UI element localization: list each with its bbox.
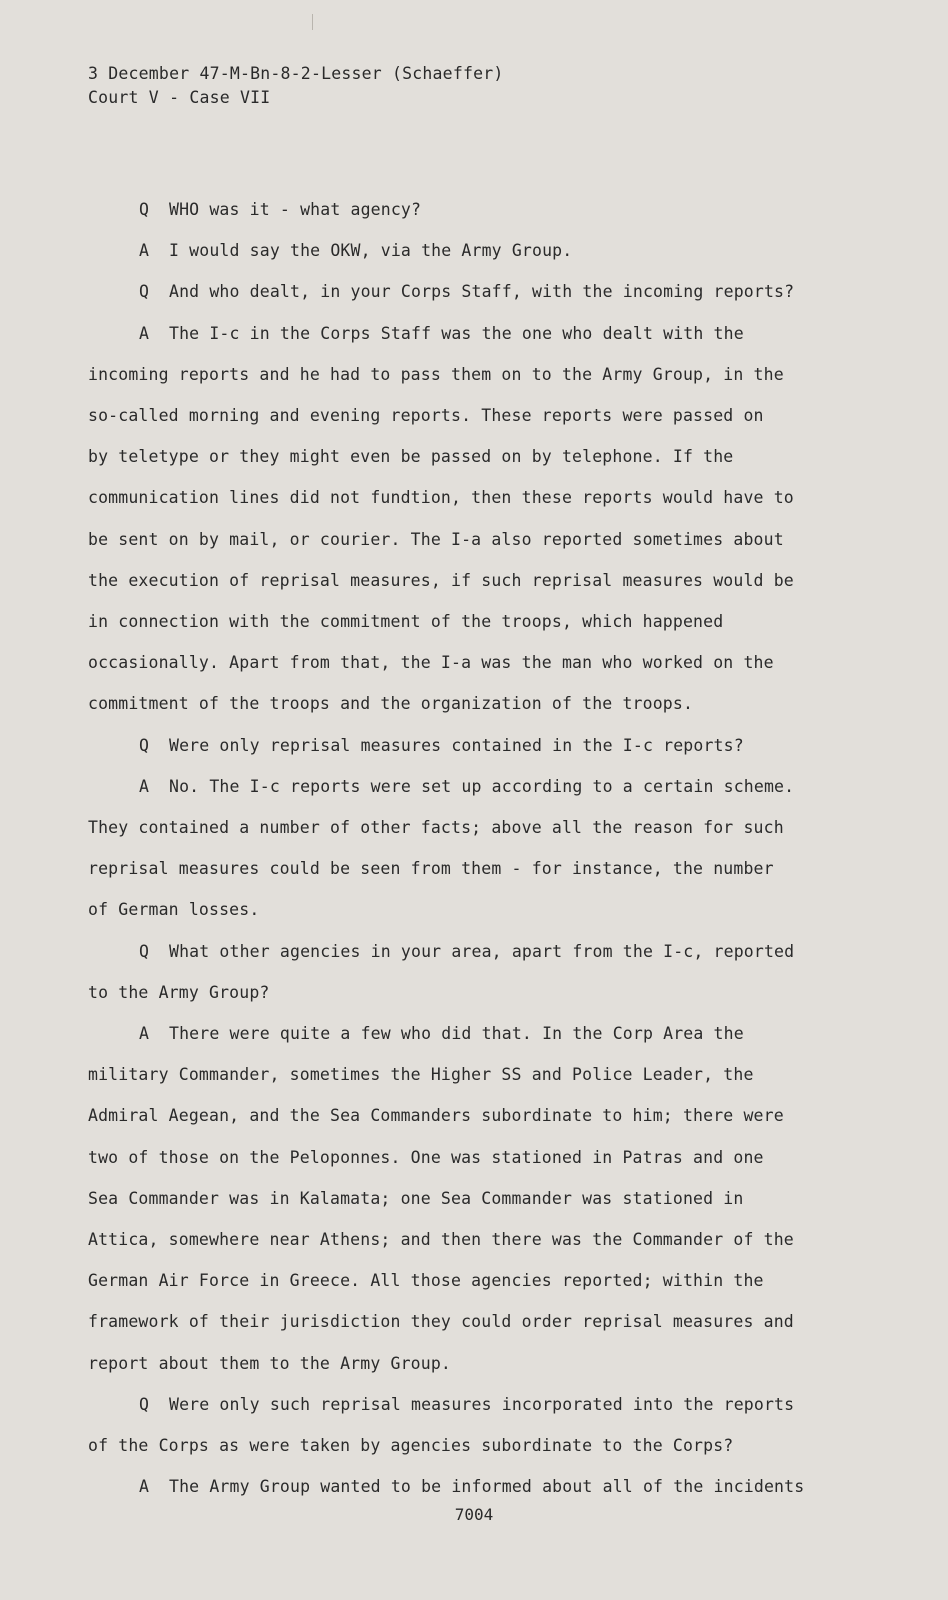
line-text: in connection with the commitment of the troops, which happened: [88, 612, 724, 632]
line-text: The I-c in the Corps Staff was the one who dealt with the: [169, 323, 744, 343]
line-text: by teletype or they might even be passed on by telephone. If the: [88, 447, 734, 467]
line-text: report about them to the Army Group.: [88, 1353, 452, 1373]
qa-paragraph: [88, 766, 828, 931]
transcript-line: [88, 1384, 828, 1425]
line-text: the execution of reprisal measures, if such reprisal measures would be: [88, 570, 794, 590]
speaker-label: A: [139, 776, 150, 796]
transcript-line: [88, 1301, 828, 1342]
transcript-line: [88, 1095, 828, 1136]
page-number: 7004: [454, 1505, 494, 1524]
qa-paragraph: [88, 189, 828, 230]
transcript-line: [88, 1178, 828, 1219]
transcript-line: [88, 271, 828, 312]
transcript-line: [88, 931, 828, 972]
transcript-line: [88, 395, 828, 436]
transcript-line: [88, 766, 828, 807]
transcript-line: [88, 807, 828, 848]
line-text: so-called morning and evening reports. These reports were passed on: [88, 406, 764, 426]
transcript-line: [88, 313, 828, 354]
line-text: communication lines did not fundtion, then these reports would have to: [88, 488, 794, 508]
transcript-line: [88, 1054, 828, 1095]
transcript-line: [88, 683, 828, 724]
line-text: incoming reports and he had to pass them on to the Army Group, in the: [88, 364, 784, 384]
line-text: The Army Group wanted to be informed about all of the incidents: [169, 1477, 805, 1497]
transcript-line: [88, 519, 828, 560]
line-text: of the Corps as were taken by agencies subordinate to the Corps?: [88, 1436, 734, 1456]
line-text: What other agencies in your area, apart from the I-c, reported: [169, 941, 795, 961]
line-text: And who dealt, in your Corps Staff, with the incoming reports?: [169, 282, 795, 302]
transcript-line: [88, 1466, 828, 1507]
transcript-line: [88, 354, 828, 395]
speaker-label: Q: [139, 282, 150, 302]
qa-paragraph: [88, 931, 828, 1013]
transcript-line: [88, 1013, 828, 1054]
transcript-line: [88, 1137, 828, 1178]
qa-paragraph: [88, 1384, 828, 1466]
line-text: They contained a number of other facts; above all the reason for such: [88, 818, 784, 838]
transcript-line: [88, 1343, 828, 1384]
line-text: No. The I-c reports were set up according to a certain scheme.: [169, 776, 795, 796]
line-text: reprisal measures could be seen from them - for instance, the number: [88, 859, 774, 879]
transcript-line: [88, 189, 828, 230]
speaker-label: A: [139, 241, 150, 261]
qa-paragraph: [88, 230, 828, 271]
qa-paragraph: [88, 313, 828, 725]
transcript-line: [88, 725, 828, 766]
qa-paragraph: [88, 1013, 828, 1384]
line-text: commitment of the troops and the organization of the troops.: [88, 694, 694, 714]
qa-paragraph: [88, 271, 828, 312]
line-text: two of those on the Peloponnes. One was stationed in Patras and one: [88, 1147, 764, 1167]
header-line-2: Court V - Case VII: [88, 88, 271, 107]
qa-paragraph: [88, 1466, 828, 1507]
transcript-line: [88, 889, 828, 930]
speaker-label: Q: [139, 1394, 150, 1414]
line-text: framework of their jurisdiction they could order reprisal measures and: [88, 1312, 794, 1332]
line-text: There were quite a few who did that. In the Corp Area the: [169, 1024, 744, 1044]
speaker-label: A: [139, 1477, 150, 1497]
line-text: Attica, somewhere near Athens; and then there was the Commander of the: [88, 1230, 794, 1250]
transcript-line: [88, 1260, 828, 1301]
line-text: be sent on by mail, or courier. The I-a also reported sometimes about: [88, 529, 784, 549]
transcript-line: [88, 848, 828, 889]
speaker-label: Q: [139, 735, 150, 755]
line-text: military Commander, sometimes the Higher SS and Police Leader, the: [88, 1065, 754, 1085]
speaker-label: Q: [139, 200, 150, 219]
line-text: Admiral Aegean, and the Sea Commanders subordinate to him; there were: [88, 1106, 784, 1126]
line-text: German Air Force in Greece. All those agencies reported; within the: [88, 1271, 764, 1291]
transcript-line: [88, 477, 828, 518]
transcript-line: [88, 560, 828, 601]
header-line-1: 3 December 47-M-Bn-8-2-Lesser (Schaeffer): [88, 64, 504, 83]
transcript-line: [88, 601, 828, 642]
line-text: Were only such reprisal measures incorporated into the reports: [169, 1394, 795, 1414]
transcript-line: [88, 972, 828, 1013]
speaker-label: Q: [139, 941, 150, 961]
speaker-label: A: [139, 1024, 150, 1044]
line-text: I would say the OKW, via the Army Group.: [169, 241, 573, 261]
transcript-line: [88, 642, 828, 683]
transcript-line: [88, 1425, 828, 1466]
document-header: [88, 62, 504, 110]
qa-paragraph: [88, 725, 828, 766]
line-text: Were only reprisal measures contained in the I-c reports?: [169, 735, 744, 755]
transcript-body: [88, 189, 828, 1508]
transcript-line: [88, 1219, 828, 1260]
transcript-line: [88, 436, 828, 477]
line-text: WHO was it - what agency?: [169, 200, 422, 219]
line-text: to the Army Group?: [88, 982, 270, 1002]
line-text: of German losses.: [88, 900, 260, 920]
line-text: occasionally. Apart from that, the I-a was the man who worked on the: [88, 653, 774, 673]
margin-mark: [312, 14, 313, 30]
transcript-line: [88, 230, 828, 271]
speaker-label: A: [139, 323, 150, 343]
line-text: Sea Commander was in Kalamata; one Sea Commander was stationed in: [88, 1188, 744, 1208]
